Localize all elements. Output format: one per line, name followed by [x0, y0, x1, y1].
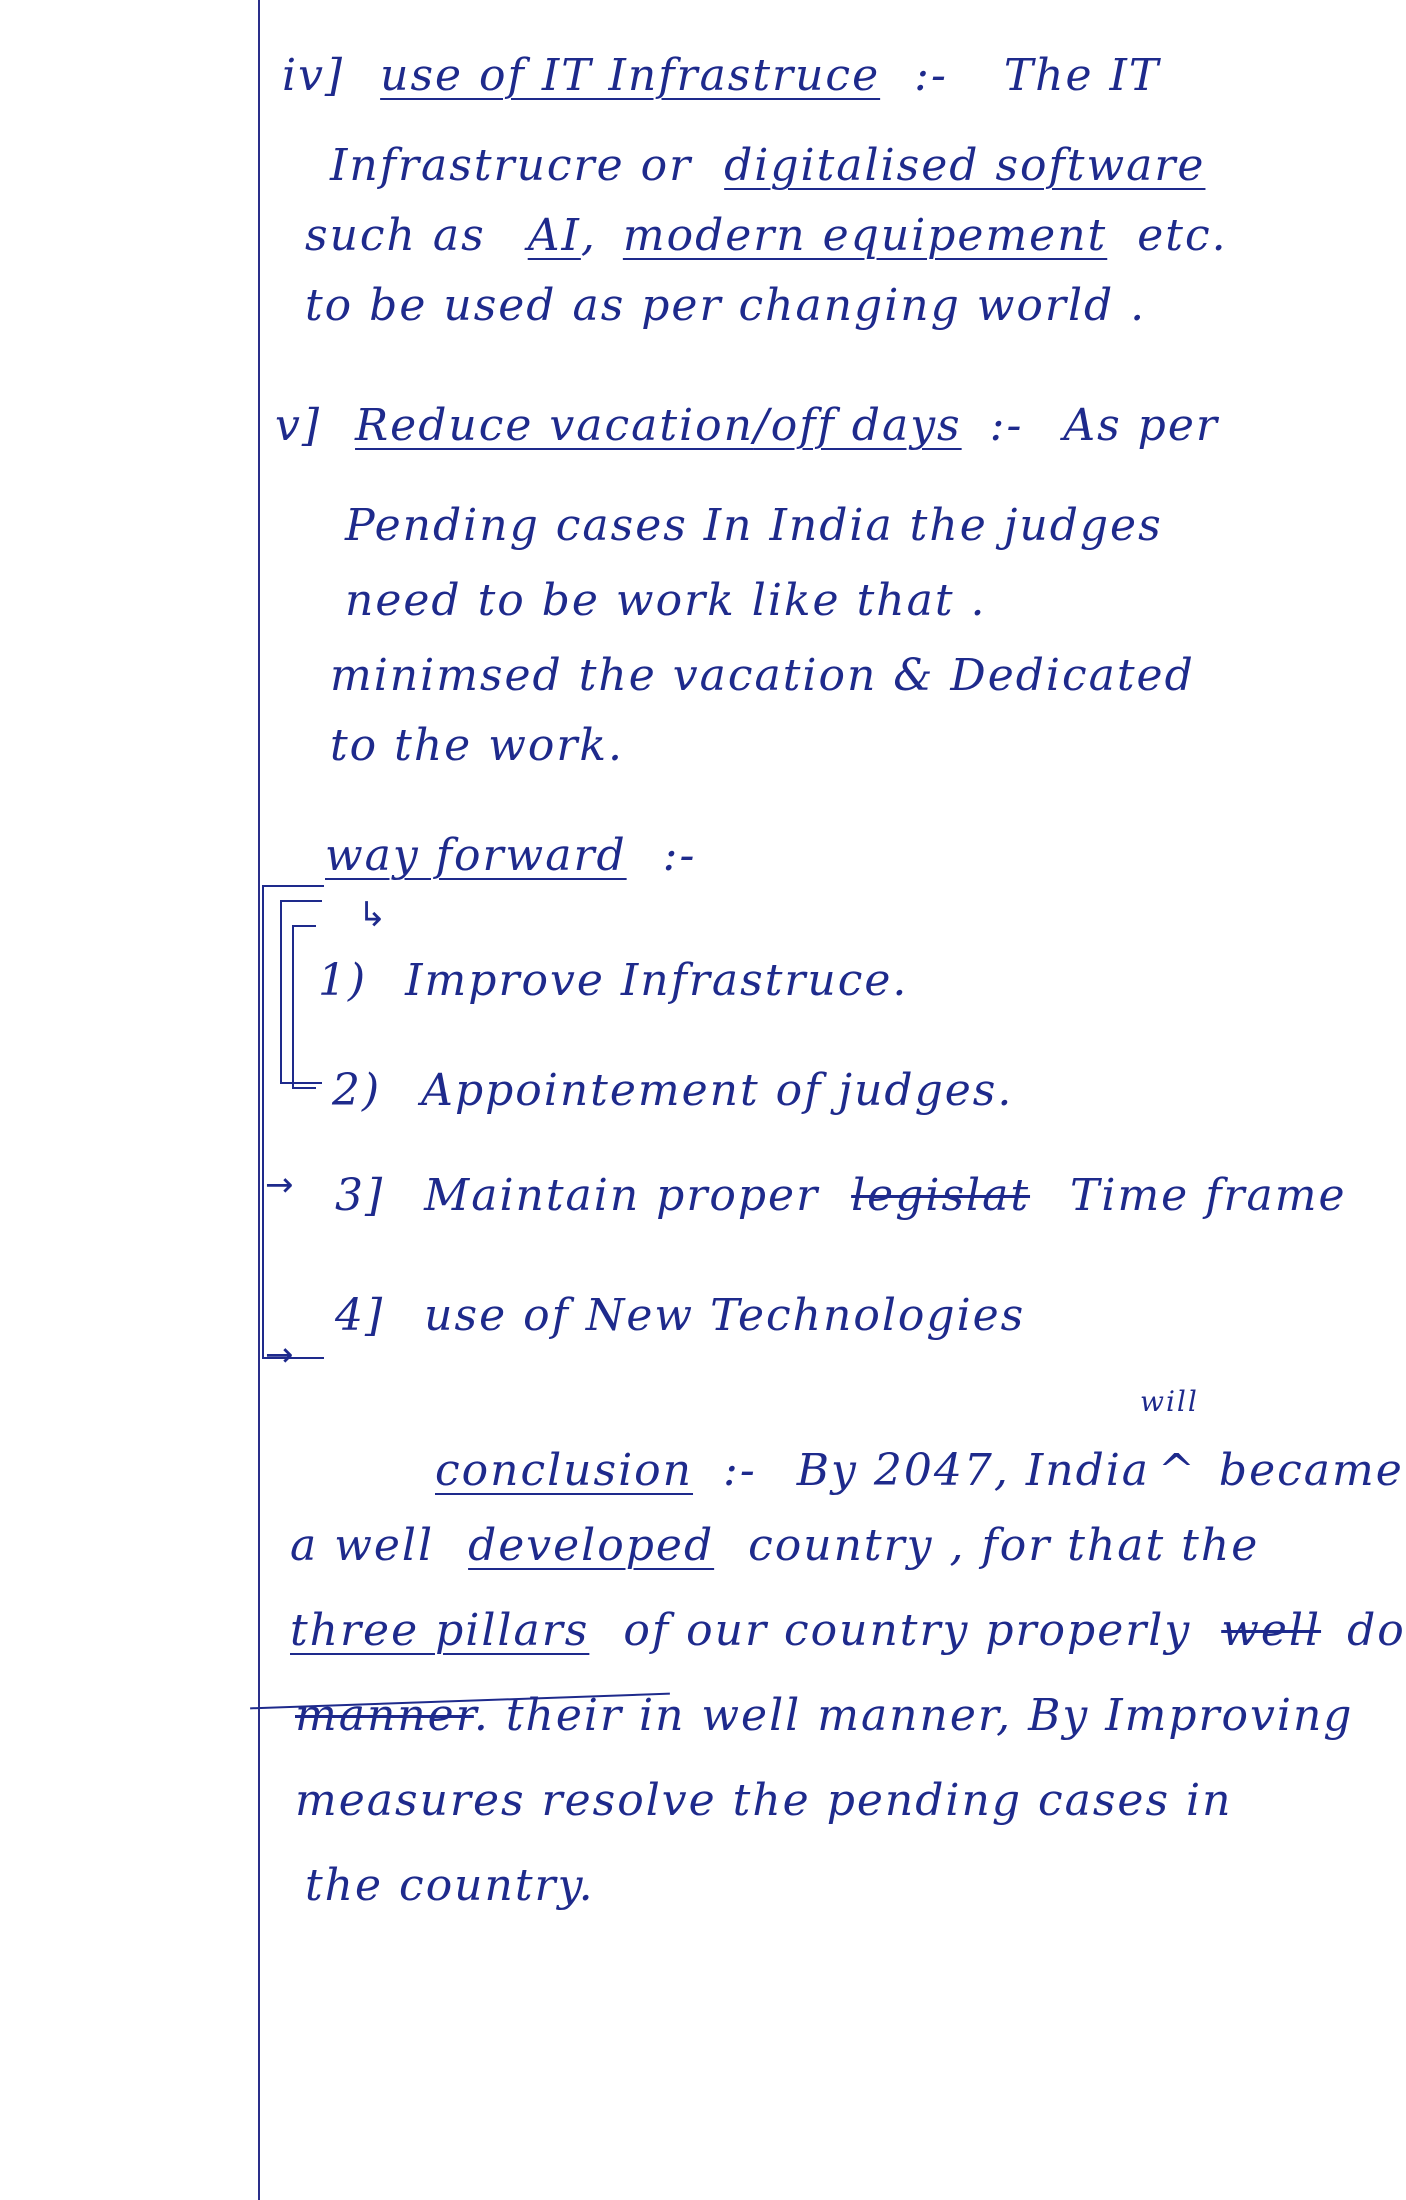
way-forward-item-1 [318, 955, 908, 1006]
conclusion-line-4 [295, 1690, 1353, 1741]
right-arrow-icon-2: → [265, 1335, 294, 1375]
item-4-number: 4] [335, 1290, 385, 1341]
inner-bracket-2 [292, 925, 316, 1089]
way-forward-heading: way forward [325, 830, 627, 881]
item-3-text-b: Time frame [1070, 1170, 1347, 1221]
item-1-number: 1) [318, 955, 368, 1006]
item-2-number: 2) [332, 1065, 382, 1116]
item-3-struck-word: legislat [851, 1170, 1031, 1221]
section-v-line-3: need to be work like that . [345, 575, 987, 626]
item-3-text-a: Maintain proper [424, 1170, 820, 1221]
way-forward-item-2 [332, 1065, 1013, 1116]
section-v-heading: Reduce vacation [355, 400, 754, 451]
conclusion-line-1-tail: became [1218, 1445, 1404, 1496]
conclusion-line-5: measures resolve the pending cases in [295, 1775, 1233, 1826]
conclusion-line-1 [435, 1445, 1404, 1496]
conclusion-line-3 [290, 1605, 1406, 1656]
item-4-text: use of New Technologies [424, 1290, 1026, 1341]
conclusion-heading: conclusion [435, 1445, 694, 1496]
conclusion-line-6: the country. [305, 1860, 595, 1911]
conclusion-line-2a: a well [290, 1520, 435, 1571]
section-iv-line-1-text: The IT [1003, 50, 1161, 101]
section-iv-line-3 [305, 210, 1228, 261]
way-forward-item-3 [335, 1170, 1347, 1221]
conclusion-line-2c: country , for that the [748, 1520, 1260, 1571]
section-iv-line-3a: such as [305, 210, 486, 261]
section-iv-etc: etc. [1137, 210, 1228, 261]
conclusion-line-3b: of our country properly [623, 1605, 1192, 1656]
section-iv-comma: , [580, 210, 597, 261]
conclusion-struck-manner: manner [295, 1690, 474, 1741]
section-iv-modern-equipment: modern equipement [622, 210, 1108, 261]
right-arrow-icon: → [265, 1165, 294, 1205]
item-2-text: Appointement of judges. [421, 1065, 1014, 1116]
section-v-separator: :- [989, 400, 1024, 451]
way-forward-separator: :- [662, 830, 697, 881]
conclusion-line-1-text: By 2047, India [796, 1445, 1151, 1496]
conclusion-line-4-text: . their in well manner, By Improving [473, 1690, 1354, 1741]
margin-line [258, 0, 260, 2200]
conclusion-three-pillars: three pillars [290, 1605, 590, 1656]
way-forward-item-4 [335, 1290, 1025, 1341]
inserted-word-will: will [1140, 1385, 1199, 1418]
section-v-line-5: to the work. [330, 720, 625, 771]
section-v-marker: v] [275, 400, 322, 451]
section-iv-line-2a: Infrastrucre or [330, 140, 693, 191]
section-v-heading-2: /off days [753, 400, 962, 451]
section-v-line-1 [275, 400, 1219, 451]
way-forward-heading-line [325, 830, 696, 881]
section-v-line-4: minimsed the vacation & Dedicated [330, 650, 1195, 701]
item-1-text: Improve Infrastruce. [405, 955, 909, 1006]
section-iv-separator: :- [914, 50, 948, 101]
conclusion-do: do [1347, 1605, 1406, 1656]
conclusion-line-2 [290, 1520, 1259, 1571]
section-iv-line-2 [330, 140, 1205, 191]
section-iv-line-1 [282, 50, 1160, 101]
item-3-number: 3] [335, 1170, 385, 1221]
section-v-line-2: Pending cases In India the judges [345, 500, 1163, 551]
conclusion-developed: developed [468, 1520, 715, 1571]
section-iv-line-4: to be used as per changing world . [305, 280, 1147, 331]
section-iv-ai: AI [527, 210, 581, 261]
down-arrow-icon: ↳ [358, 895, 387, 935]
conclusion-separator: :- [723, 1445, 757, 1496]
section-v-line-1-text: As per [1063, 400, 1219, 451]
section-iv-digitalised-software: digitalised software [724, 140, 1206, 191]
caret-mark: ^ [1158, 1445, 1197, 1496]
section-iv-heading: use of IT Infrastruce [380, 50, 881, 101]
section-iv-marker: iv] [282, 50, 345, 101]
conclusion-struck-well: well [1221, 1605, 1322, 1656]
